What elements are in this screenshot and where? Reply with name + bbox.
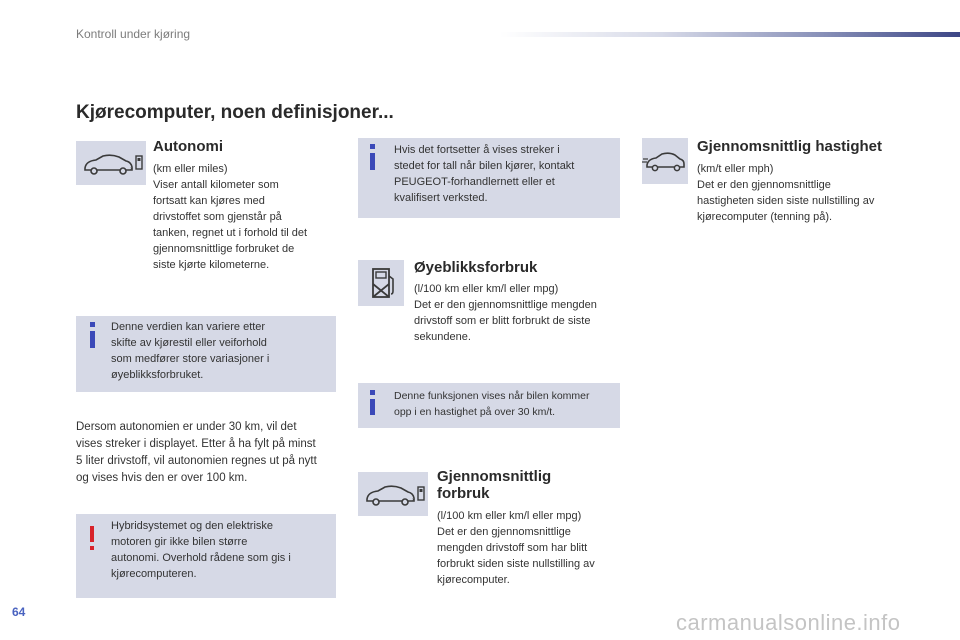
note-speed-text: Denne funksjonen vises når bilen kommer opp i en hastighet på over 30 km/t. — [394, 390, 590, 418]
note-variation-box — [76, 316, 336, 392]
instant-icon-box — [358, 260, 404, 306]
autonomy-paragraph: Dersom autonomien er under 30 km, vil det vises streker i displayet. Etter å ha fylt på minst 5 liter drivstoff, vil autonomien regnes ut på nytt og vises hvis den er over 100 km. — [76, 421, 317, 484]
note-streker-box — [358, 138, 620, 218]
instant-unit: (l/100 km eller km/l eller mpg) — [414, 283, 559, 295]
header-gradient-bar — [500, 32, 960, 37]
section-header-label: Kontroll under kjøring — [76, 27, 191, 41]
instant-title: Øyeblikksforbruk — [414, 259, 538, 276]
autonomi-icon-box — [76, 141, 146, 185]
note-variation-text: Denne verdien kan variere etter skifte av kjørestil eller veiforhold som medfører store variasjoner i øyeblikksforbruket. — [111, 321, 270, 381]
avg-speed-title: Gjennomsnittlig hastighet — [697, 138, 883, 155]
warning-hybrid-text: Hybridsystemet og den elektriske motoren gir ikke bilen større autonomi. Overhold rådene som gis i kjørecomputeren. — [111, 520, 291, 580]
avg-consumption-unit: (l/100 km eller km/l eller mpg) — [437, 510, 582, 522]
svg-text:»: » — [130, 166, 134, 172]
avg-speed-unit: (km/t eller mph) — [697, 163, 774, 175]
note-streker-text: Hvis det fortsetter å vises streker i stedet for tall når bilen kjører, kontakt PEUGEOT-forhandlernett eller et kvalifisert verksted. — [394, 144, 575, 204]
autonomi-unit: (km eller miles) — [153, 163, 228, 175]
avg-speed-icon-box — [642, 138, 688, 184]
note-speed-box — [358, 383, 620, 428]
page-title: Kjørecomputer, noen definisjoner... — [76, 102, 394, 123]
autonomi-title: Autonomi — [153, 138, 223, 155]
car-fuel-icon — [358, 472, 428, 516]
avg-consumption-description: Det er den gjennomsnittlige mengden drivstoff som har blitt forbrukt siden siste nullstilling av kjørecomputer. — [437, 526, 595, 586]
avg-consumption-icon-box — [358, 472, 428, 516]
avg-speed-description: Det er den gjennomsnittlige hastigheten siden siste nullstilling av kjørecomputer (tenning på). — [697, 179, 875, 223]
car-speed-icon — [642, 138, 688, 184]
car-fuel-range-icon — [76, 141, 146, 185]
watermark: carmanualsonline.info — [676, 610, 901, 635]
page-number: 64 — [12, 605, 26, 619]
instant-description: Det er den gjennomsnittlige mengden drivstoff som er blitt forbrukt de siste sekundene. — [414, 299, 597, 343]
autonomi-description: Viser antall kilometer som fortsatt kan kjøres med drivstoffet som gjenstår på tanken, regnet ut i forhold til det gjennomsnittlige forbruket de siste kjørte kilometerne. — [153, 179, 308, 271]
fuel-pump-icon — [358, 260, 404, 306]
warning-hybrid-box — [76, 514, 336, 598]
svg-text:»: » — [412, 497, 416, 503]
avg-consumption-title: Gjennomsnittlig forbruk — [437, 468, 552, 502]
